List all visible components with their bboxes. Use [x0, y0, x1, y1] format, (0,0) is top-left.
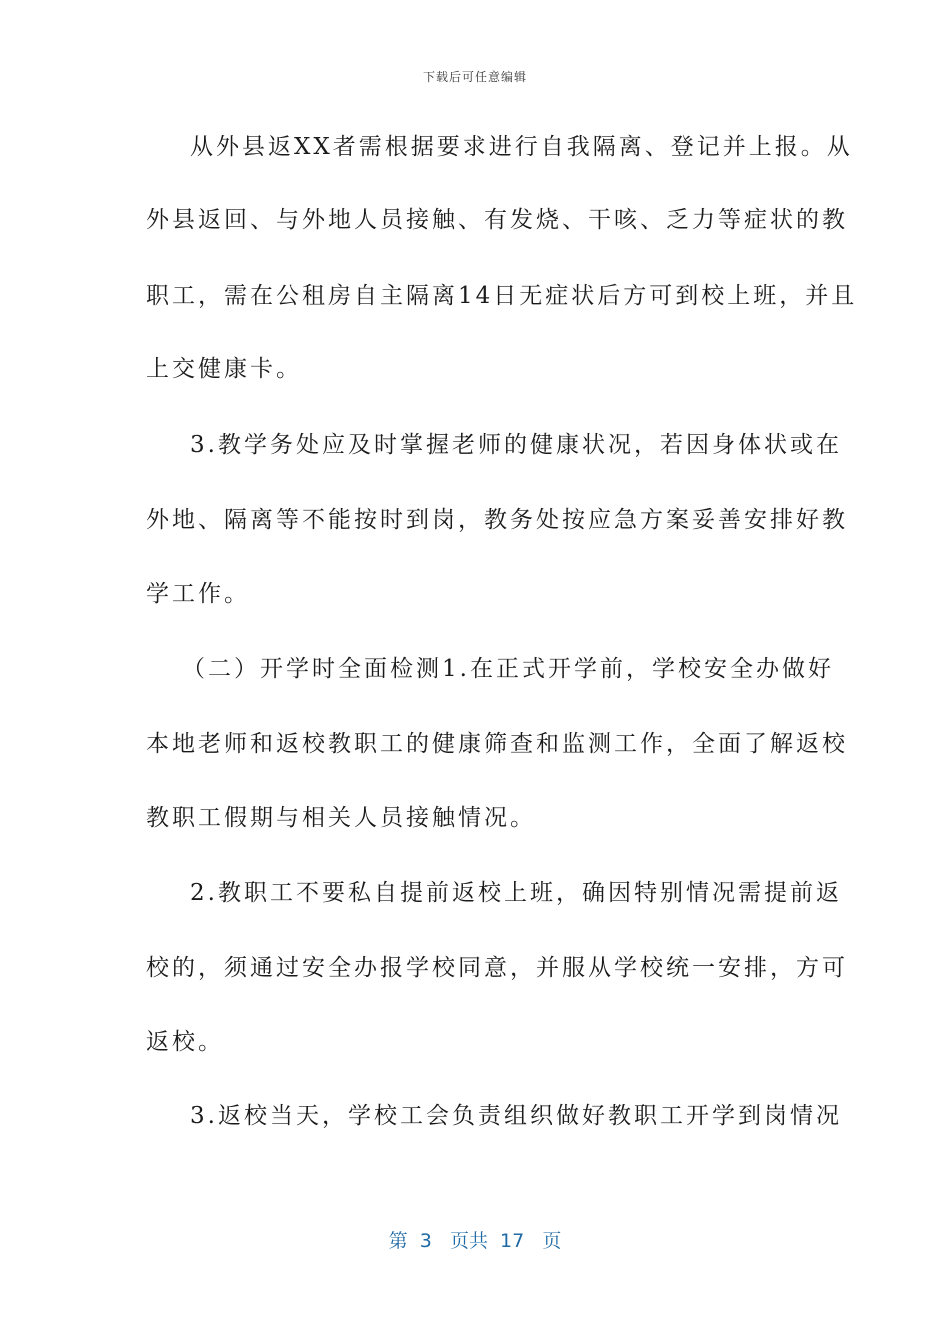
text-line: 3.教学务处应及时掌握老师的健康状况，若因身体状或在	[190, 432, 842, 458]
text-line: 外县返回、与外地人员接触、有发烧、干咳、乏力等症状的教	[146, 207, 848, 233]
text-line: 学工作。	[146, 581, 250, 607]
text-line: （二）开学时全面检测1.在正式开学前，学校安全办做好	[182, 656, 834, 682]
text-line: 从外县返XX者需根据要求进行自我隔离、登记并上报。从	[190, 134, 853, 160]
text-line: 上交健康卡。	[146, 356, 302, 382]
text-line: 教职工假期与相关人员接触情况。	[146, 805, 536, 831]
page-header: 下载后可任意编辑	[422, 70, 527, 84]
text-line: 校的，须通过安全办报学校同意，并服从学校统一安排，方可	[146, 955, 848, 981]
text-line: 3.返校当天，学校工会负责组织做好教职工开学到岗情况	[190, 1103, 842, 1129]
text-line: 本地老师和返校教职工的健康筛查和监测工作，全面了解返校	[146, 731, 848, 757]
text-line: 2.教职工不要私自提前返校上班，确因特别情况需提前返	[190, 880, 842, 906]
text-line: 外地、隔离等不能按时到岗，教务处按应急方案妥善安排好教	[146, 507, 848, 533]
text-line: 职工，需在公租房自主隔离14日无症状后方可到校上班，并且	[146, 283, 858, 309]
page-number-footer: 第 3 页共 17 页	[388, 1230, 562, 1252]
text-line: 返校。	[146, 1029, 224, 1055]
